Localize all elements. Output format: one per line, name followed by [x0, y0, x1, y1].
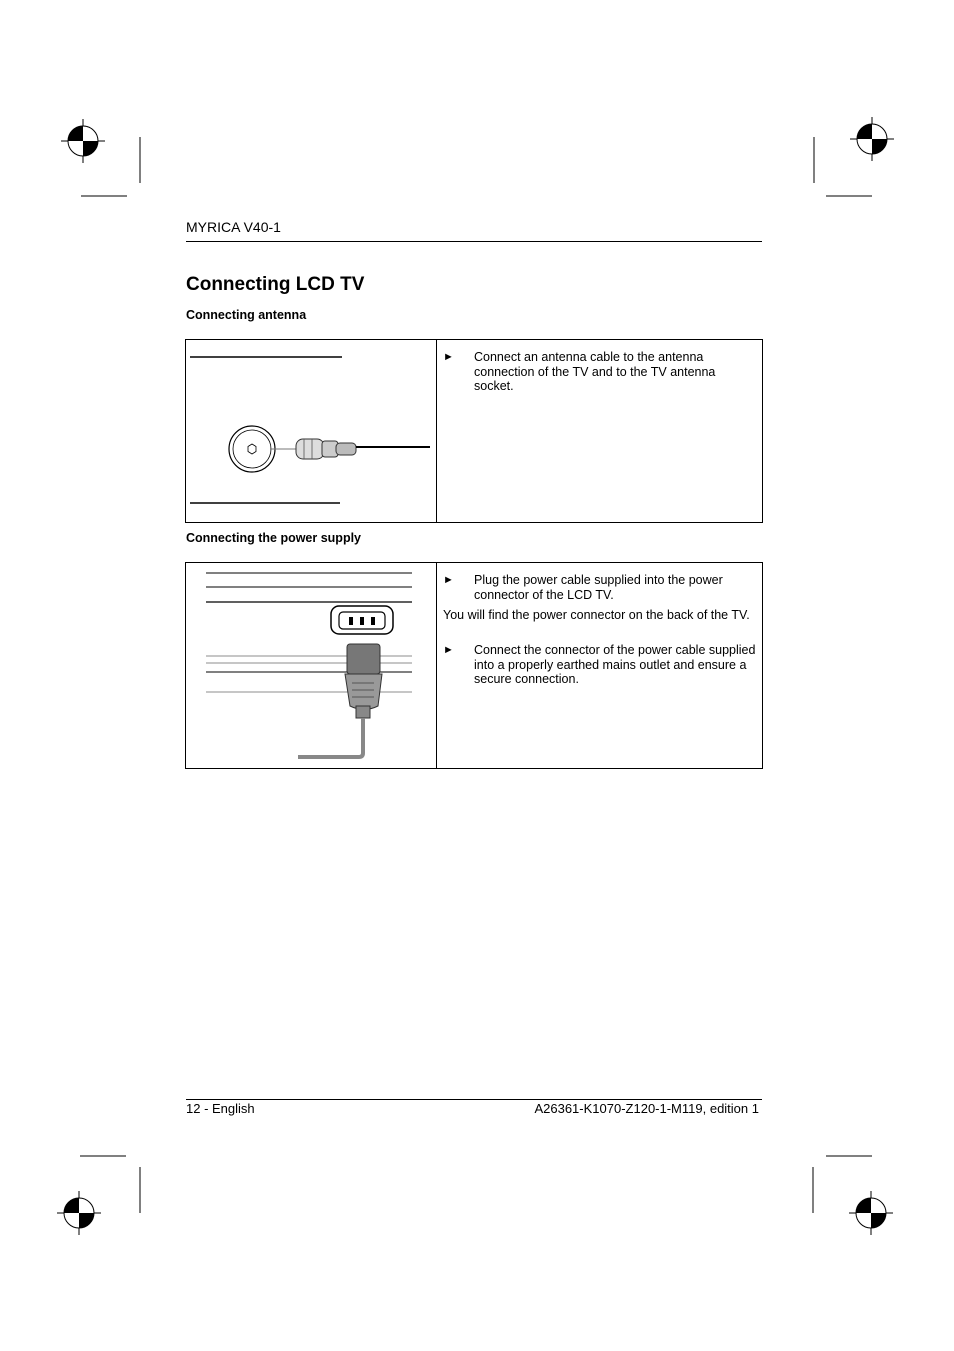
power-table-divider	[436, 562, 437, 769]
power-step-1	[443, 573, 761, 603]
reg-mark-bottom-left	[57, 1191, 101, 1235]
antenna-step-1	[443, 350, 761, 394]
footer-rule	[186, 1099, 762, 1100]
bullet-icon: ►	[443, 351, 454, 363]
power-step-2	[443, 643, 761, 687]
bullet-icon: ►	[443, 644, 454, 656]
running-header: MYRICA V40-1	[186, 219, 281, 235]
reg-mark-bottom-right	[849, 1191, 893, 1235]
header-rule	[186, 241, 762, 242]
footer-page-number: 12 - English	[186, 1101, 255, 1116]
reg-mark-top-right	[850, 117, 894, 161]
power-note: You will find the power connector on the back of the TV.	[443, 608, 750, 622]
section-heading-power: Connecting the power supply	[186, 531, 362, 545]
bullet-icon: ►	[443, 574, 454, 586]
power-step-2-text: Connect the connector of the power cable supplied into a properly earthed mains outlet and ensure a secure connection.	[474, 643, 756, 686]
antenna-table-divider	[436, 339, 437, 523]
antenna-step-1-text: Connect an antenna cable to the antenna connection of the TV and to the TV antenna socket.	[474, 350, 716, 393]
footer-document-id: A26361-K1070-Z120-1-M119, edition 1	[534, 1101, 759, 1116]
reg-mark-top-left	[61, 119, 105, 163]
page-title: Connecting LCD TV	[186, 274, 365, 295]
power-illustration	[186, 563, 436, 768]
antenna-illustration	[186, 340, 436, 522]
power-step-1-text: Plug the power cable supplied into the power connector of the LCD TV.	[474, 573, 723, 602]
section-heading-antenna: Connecting antenna	[186, 308, 307, 322]
